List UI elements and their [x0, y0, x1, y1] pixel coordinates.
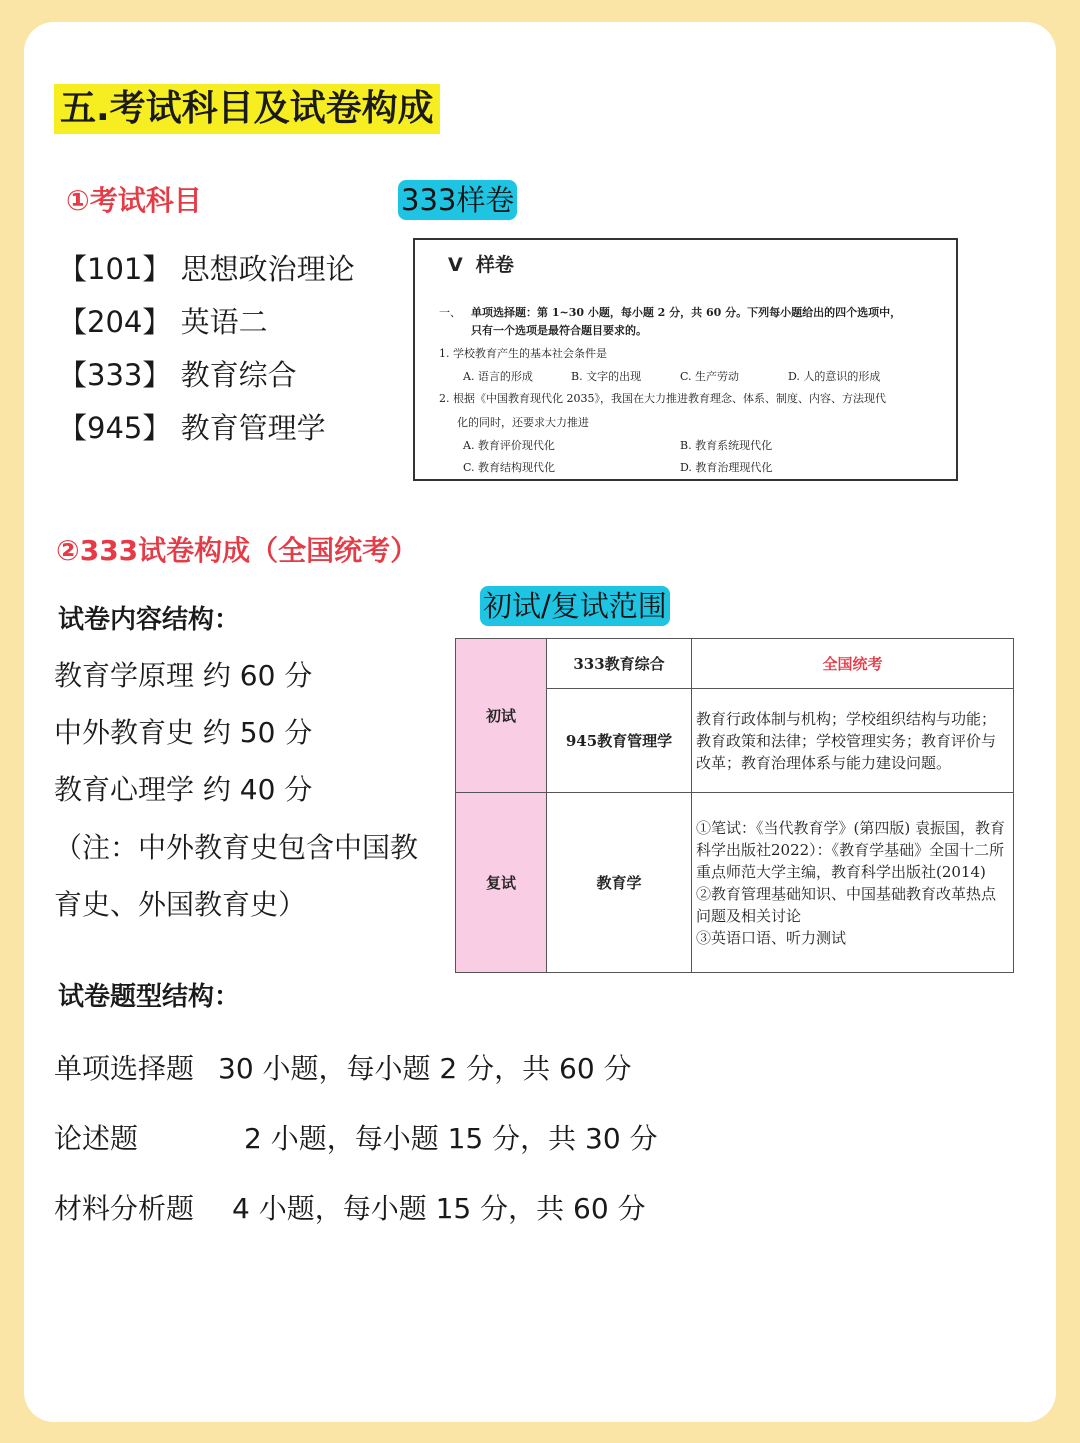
subject-item: 【945】 教育管理学 [58, 411, 326, 445]
content-note: （注：中外教育史包含中国教 [54, 831, 419, 864]
question-type-desc: 30 小题，每小题 2 分，共 60 分 [218, 1052, 632, 1085]
sample-paper-image [413, 238, 958, 481]
question-type-row [54, 1051, 632, 1087]
second-exam-subject: 教育学 [547, 793, 692, 973]
sample-question: 2. 根据《中国教育现代化 2035》，我国在大力推进教育理念、体系、制度、内容、方法现代 [439, 392, 886, 405]
content-structure-heading: 试卷内容结构： [58, 605, 241, 635]
question-type-name: 材料分析题 [54, 1192, 195, 1225]
sample-part-instruction: 只有一个选项是最符合题目要求的。 [471, 324, 647, 337]
section-paper-structure-title: ②333试卷构成（全国统考） [56, 534, 419, 567]
first-exam-scope: 教育行政体制与机构；学校组织结构与功能；教育政策和法律；学校管理实务；教育评价与改革；教育治理体系与能力建设问题。 [692, 689, 1014, 793]
second-exam-scope [692, 793, 1014, 973]
question-type-row [54, 1191, 646, 1227]
sample-option: B. 教育系统现代化 [680, 439, 773, 452]
sample-option: B. 文字的出现 [571, 370, 642, 383]
sample-part-number: 一、 [439, 306, 461, 319]
question-type-name: 单项选择题 [54, 1052, 195, 1085]
scope-highlight: 初试/复试范围 [480, 586, 670, 626]
subject-item: 【101】 思想政治理论 [58, 252, 355, 286]
question-type-row [54, 1121, 658, 1157]
sample-heading: V 样卷 [448, 254, 514, 276]
content-line: 中外教育史 约 50 分 [54, 716, 313, 749]
sample-option: C. 生产劳动 [680, 370, 740, 383]
question-type-desc: 2 小题，每小题 15 分，共 30 分 [244, 1122, 658, 1155]
subject-item: 【333】 教育综合 [58, 358, 297, 392]
content-note: 育史、外国教育史） [54, 888, 307, 921]
sample-paper-highlight: 333样卷 [398, 180, 517, 220]
content-line: 教育学原理 约 60 分 [54, 659, 313, 692]
content-line: 教育心理学 约 40 分 [54, 773, 313, 806]
question-type-name: 论述题 [54, 1122, 139, 1155]
question-type-desc: 4 小题，每小题 15 分，共 60 分 [232, 1192, 646, 1225]
sample-part-instruction: 单项选择题：第 1~30 小题，每小题 2 分，共 60 分。下列每小题给出的四个选项中， [471, 306, 902, 319]
first-exam-subject: 333教育综合 [547, 639, 692, 689]
sample-option: D. 人的意识的形成 [788, 370, 881, 383]
sample-option: A. 教育评价现代化 [463, 439, 555, 452]
sample-option: C. 教育结构现代化 [463, 461, 556, 474]
subject-item: 【204】 英语二 [58, 305, 268, 339]
sample-question: 1. 学校教育产生的基本社会条件是 [439, 347, 607, 360]
first-exam-label: 初试 [456, 639, 547, 793]
sample-option: D. 教育治理现代化 [680, 461, 773, 474]
scope-line: ③英语口语、听力测试 [696, 928, 847, 947]
sample-option: A. 语言的形成 [463, 370, 533, 383]
first-exam-scope: 全国统考 [692, 639, 1014, 689]
page-title: 五.考试科目及试卷构成 [54, 84, 440, 134]
question-type-heading: 试卷题型结构： [58, 982, 241, 1012]
scope-line: ①笔试：《当代教育学》(第四版) 袁振国，教育科学出版社2022）：《教育学基础》全国十二所重点师范大学主编，教育科学出版社(2014) [696, 818, 1005, 881]
sample-question: 化的同时，还要求大力推进 [457, 416, 589, 429]
scope-line: ②教育管理基础知识、中国基础教育改革热点问题及相关讨论 [696, 884, 997, 925]
second-exam-label: 复试 [456, 793, 547, 973]
exam-scope-table [455, 638, 1014, 973]
first-exam-subject: 945教育管理学 [547, 689, 692, 793]
section-exam-subjects-title: ①考试科目 [66, 184, 202, 217]
